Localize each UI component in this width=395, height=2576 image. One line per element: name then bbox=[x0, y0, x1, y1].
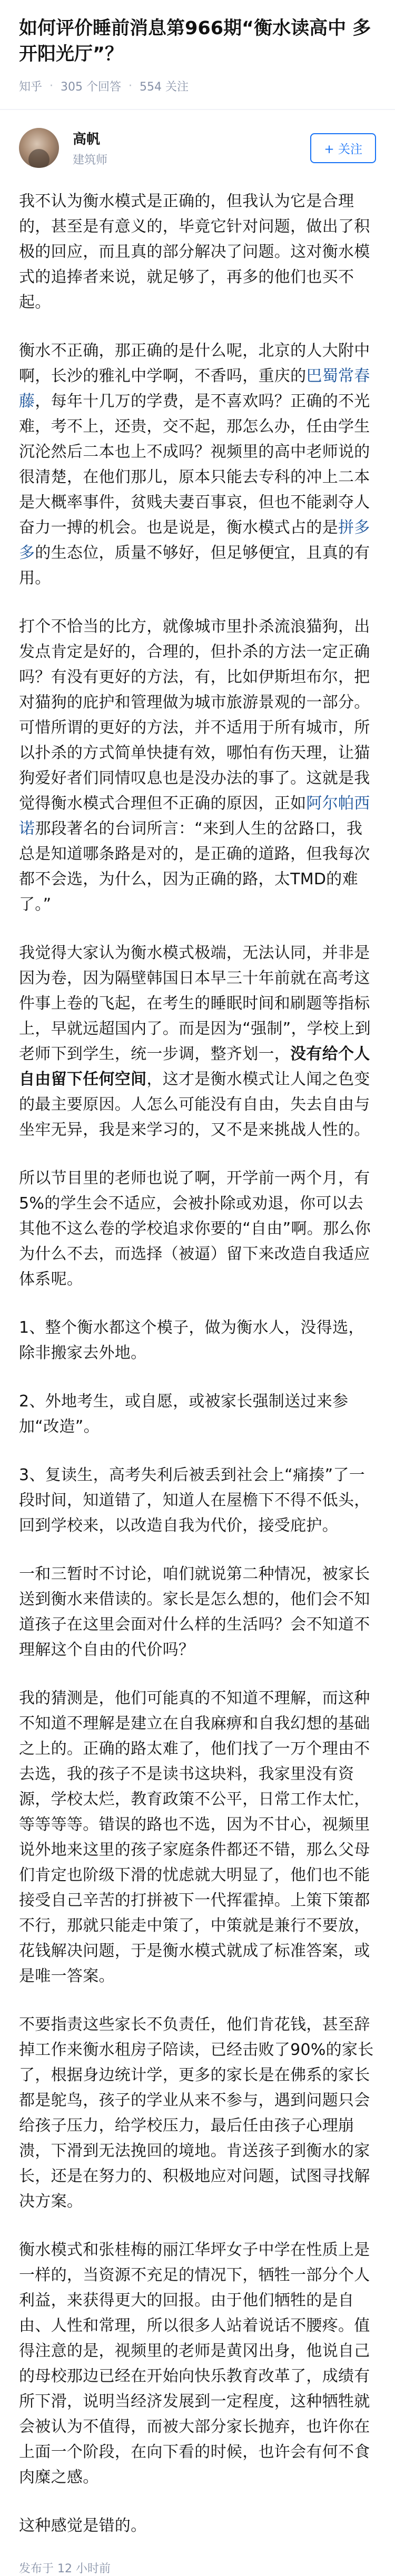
answer-count[interactable]: 305 个回答 bbox=[61, 81, 122, 94]
paragraph bbox=[19, 941, 376, 1143]
link-bashu[interactable]: 巴蜀常春藤 bbox=[19, 367, 370, 411]
paragraph bbox=[19, 614, 376, 917]
text-span: 我觉得大家认为衡水模式极端，无法认同，并非是因为卷，因为隔壁韩国日本早三十年前就在高考这件事上卷的飞起，在考生的睡眠时间和刷题等指标上，早就远超国内了。而是因为“强制”，学校上到老师下到学生，统一步调，整齐划一， bbox=[19, 944, 371, 1063]
paragraph: 这种感觉是错的。 bbox=[19, 2517, 147, 2535]
divider bbox=[0, 109, 395, 110]
question-title[interactable]: 如何评价睡前消息第966期“衡水读高中 多开阳光厅”？ bbox=[19, 18, 371, 65]
link-pacino[interactable]: 阿尔帕西诺 bbox=[19, 794, 370, 838]
text-span: ，这才是衡水模式让人闻之色变的最主要原因。人怎么可能没有自由，失去自由与坐牢无异，我是来学习的，又不是来挑战人性的。 bbox=[19, 1070, 370, 1139]
question-meta bbox=[19, 78, 376, 94]
link-pinduoduo[interactable]: 拼多多 bbox=[19, 518, 370, 562]
bold-text: 没有给个人自由留下任何空间 bbox=[19, 1045, 370, 1089]
paragraph: 不要指责这些家长不负责任，他们肯花钱，甚至辞掉工作来衡水租房子陪读，已经击败了90%的家长了，根据身边统计学，更多的家长是在佛系的家长都是鸵鸟，孩子的学业从来不参与，遇到问题只会给孩子压力，给学校压力，最后任由孩子心理崩溃，下滑到无法挽回的境地。肯送孩子到衡水的家长，还是在努力的、积极地应对问题，试图寻找解决方案。 bbox=[19, 2015, 374, 2211]
avatar[interactable] bbox=[19, 128, 59, 168]
source-label[interactable]: 知乎 bbox=[19, 81, 43, 94]
text-span: 衡水不正确，那正确的是什么呢，北京的人大附中啊，长沙的雅礼中学啊，不香吗，重庆的 bbox=[19, 342, 370, 385]
paragraph: 一和三暂时不讨论，咱们就说第二种情况，被家长送到衡水来借读的。家长是怎么想的，他们会不知道孩子在这里会面对什么样的生活吗？会不知道不理解这个自由的代价吗？ bbox=[19, 1565, 370, 1659]
author-name[interactable]: 高帆 bbox=[73, 132, 101, 147]
meta-separator: · bbox=[129, 79, 133, 93]
paragraph: 衡水模式和张桂梅的丽江华坪女子中学在性质上是一样的，当资源不充足的情况下，牺牲一部分个人利益，来获得更大的回报。由于他们牺牲的是自由、人性和常理，所以很多人站着说话不腰疼。值得注意的是，视频里的老师是黄冈出身，他说自己的母校那边已经在开始向快乐教育改革了，成绩有所下滑，说明当经济发展到一定程度，这种牺牲就会被认为不值得，而被大部分家长抛弃，也许你在上面一个阶段，在向下看的时候，也许会有何不食肉糜之感。 bbox=[19, 2241, 370, 2487]
author-title: 建筑师 bbox=[73, 154, 108, 167]
paragraph: 所以节目里的老师也说了啊，开学前一两个月，有5%的学生会不适应，会被扑除或劝退，你可以去其他不这么卷的学校追求你要的“自由”啊。那么你为什么不去，而选择（被逼）留下来改造自我适应体系呢。 bbox=[19, 1169, 371, 1289]
author-info bbox=[73, 128, 310, 167]
answer-body bbox=[19, 189, 376, 2576]
text-span: 那段著名的台词所言：“来到人生的岔路口，我总是知道哪条路是对的，是正确的道路，但我每次都不会选，为什么，因为正确的路，太TMD的难了。” bbox=[19, 820, 370, 914]
paragraph: 3、复读生，高考失利后被丢到社会上“痛揍”了一段时间，知道错了，知道人在屋檐下不得不低头，回到学校来，以改造自我为代价，接受庇护。 bbox=[19, 1466, 370, 1535]
follower-count: 554 关注 bbox=[140, 81, 189, 94]
paragraph: 1、整个衡水都这个模子，做为衡水人，没得选，除非搬家去外地。 bbox=[19, 1319, 364, 1362]
paragraph bbox=[19, 338, 376, 591]
text-span: 打个不恰当的比方，就像城市里扑杀流浪猫狗，出发点肯定是好的，合理的，但扑杀的方法一定正确吗？有没有更好的方法，有，比如伊斯坦布尔，把对猫狗的庇护和管理做为城市旅游景观的一部分。可惜所谓的更好的方法，并不适用于所有城市，所以扑杀的方式简单快捷有效，哪怕有伤天理，让猫狗爱好者们同情叹息也是没办法的事了。这就是我觉得衡水模式合理但不正确的原因，正如 bbox=[19, 617, 370, 813]
text-span: ，每年十几万的学费，是不喜欢吗？正确的不光难，考不上，还贵，交不起，那怎么办，任由学生沉沦然后二本也上不成吗？视频里的高中老师说的很清楚，在他们那儿，原本只能去专科的冲上二本是大概率事件，贫贱夫妻百事哀，但也不能剥夺人奋力一搏的机会。也是说是，衡水模式占的是 bbox=[19, 392, 370, 537]
publish-time: 发布于 12 小时前 bbox=[19, 2562, 111, 2575]
paragraph: 我不认为衡水模式是正确的，但我认为它是合理的，甚至是有意义的，毕竟它针对问题，做出了积极的回应，而且真的部分解决了问题。这对衡水模式的追捧者来说，就足够了，再多的他们也买不起。 bbox=[19, 192, 370, 312]
follow-button[interactable]: + 关注 bbox=[310, 133, 376, 163]
paragraph: 2、外地考生，或自愿，或被家长强制送过来参加“改造”。 bbox=[19, 1392, 349, 1436]
paragraph: 我的猜测是，他们可能真的不知道不理解，而这种不知道不理解是建立在自我麻痹和自我幻想的基础之上的。正确的路太难了，他们找了一万个理由不去选，我的孩子不是读书这块料，我家里没有资源，学校太烂，教育政策不公平，日常工作太忙，等等等等。错误的路也不选，因为不甘心，视频里说外地来这里的孩子家庭条件都还不错，那么父母们肯定也阶级下滑的忧虑就大明显了，他们也不能接受自己辛苦的打拼被下一代挥霍掉。上策下策都不行，那就只能走中策了，中策就是兼行不要放，花钱解决问题，于是衡水模式就成了标准答案，或是唯一答案。 bbox=[19, 1689, 370, 1985]
meta-separator: · bbox=[50, 79, 54, 93]
text-span: 的生态位，质量不够好，但足够便宜，且真的有用。 bbox=[19, 544, 370, 587]
author-card bbox=[19, 128, 376, 168]
